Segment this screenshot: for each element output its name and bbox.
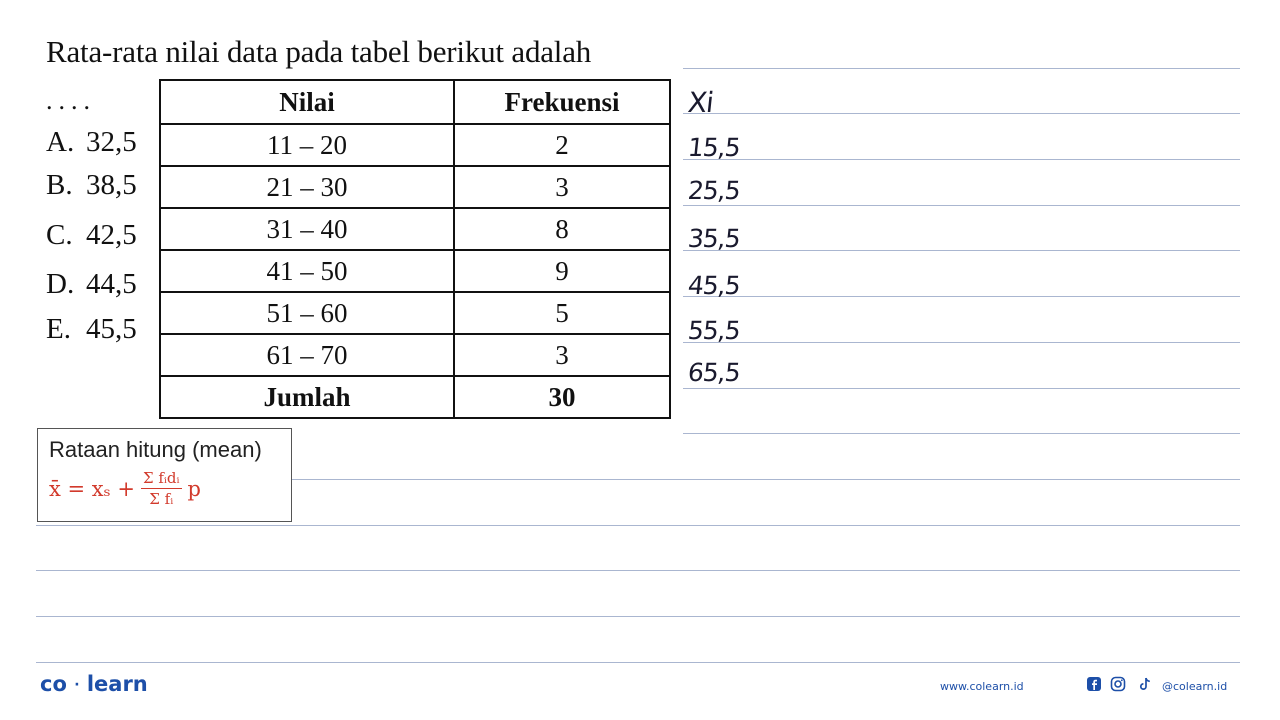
colearn-logo[interactable] (40, 672, 148, 696)
total-label: Jumlah (160, 376, 454, 418)
table-row (160, 250, 670, 292)
cell-nilai: 11 – 20 (160, 124, 454, 166)
formula-numerator: Σ fᵢdᵢ (142, 469, 180, 487)
option-b[interactable] (46, 169, 137, 202)
handwritten-value: 15,5 (686, 133, 742, 162)
table-row (160, 124, 670, 166)
mean-formula (49, 469, 201, 508)
facebook-icon[interactable] (1086, 676, 1102, 692)
cell-frekuensi: 5 (454, 292, 670, 334)
logo-co: co (40, 672, 67, 696)
option-letter: A. (46, 126, 75, 158)
option-value: 45,5 (86, 313, 137, 345)
tiktok-icon[interactable] (1137, 676, 1153, 692)
table-total-row (160, 376, 670, 418)
option-value: 42,5 (86, 219, 137, 251)
table-row (160, 208, 670, 250)
logo-separator: · (74, 677, 80, 693)
option-letter: B. (46, 169, 73, 201)
website-link[interactable]: www.colearn.id (940, 680, 1024, 693)
option-d[interactable] (46, 268, 137, 301)
handwritten-value: 55,5 (686, 316, 742, 345)
option-value: 32,5 (86, 126, 137, 158)
formula-denominator: Σ fᵢ (149, 490, 174, 508)
question-text: Rata-rata nilai data pada tabel berikut adalah (46, 34, 592, 69)
question-dots: .... (46, 86, 96, 115)
table-row (160, 334, 670, 376)
instagram-icon[interactable] (1110, 676, 1126, 692)
cell-nilai: 41 – 50 (160, 250, 454, 292)
social-handle[interactable]: @colearn.id (1162, 680, 1228, 693)
cell-nilai: 21 – 30 (160, 166, 454, 208)
option-value: 44,5 (86, 268, 137, 300)
formula-suffix: p (187, 476, 201, 501)
option-value: 38,5 (86, 169, 137, 201)
cell-frekuensi: 2 (454, 124, 670, 166)
option-c[interactable] (46, 219, 137, 252)
option-a[interactable] (46, 126, 137, 159)
handwritten-xi-header: Xi (686, 86, 715, 119)
cell-frekuensi: 9 (454, 250, 670, 292)
option-letter: D. (46, 268, 75, 300)
cell-nilai: 61 – 70 (160, 334, 454, 376)
formula-box (37, 428, 292, 522)
total-value: 30 (454, 376, 670, 418)
cell-nilai: 31 – 40 (160, 208, 454, 250)
cell-frekuensi: 8 (454, 208, 670, 250)
option-letter: E. (46, 313, 71, 345)
option-e[interactable] (46, 313, 137, 346)
table-row (160, 292, 670, 334)
formula-lhs: x̄ = xₛ + (49, 476, 135, 501)
logo-learn: learn (86, 672, 148, 696)
frequency-table (159, 79, 671, 419)
handwritten-value: 45,5 (686, 271, 742, 300)
handwritten-value: 35,5 (686, 224, 742, 253)
formula-title: Rataan hitung (mean) (49, 437, 262, 462)
cell-frekuensi: 3 (454, 166, 670, 208)
table-row (160, 166, 670, 208)
cell-nilai: 51 – 60 (160, 292, 454, 334)
table-header-row (160, 80, 670, 124)
header-frekuensi: Frekuensi (454, 80, 670, 124)
cell-frekuensi: 3 (454, 334, 670, 376)
header-nilai: Nilai (160, 80, 454, 124)
formula-fraction (141, 469, 182, 508)
handwritten-value: 25,5 (686, 176, 742, 205)
handwritten-value: 65,5 (686, 358, 742, 387)
option-letter: C. (46, 219, 73, 251)
